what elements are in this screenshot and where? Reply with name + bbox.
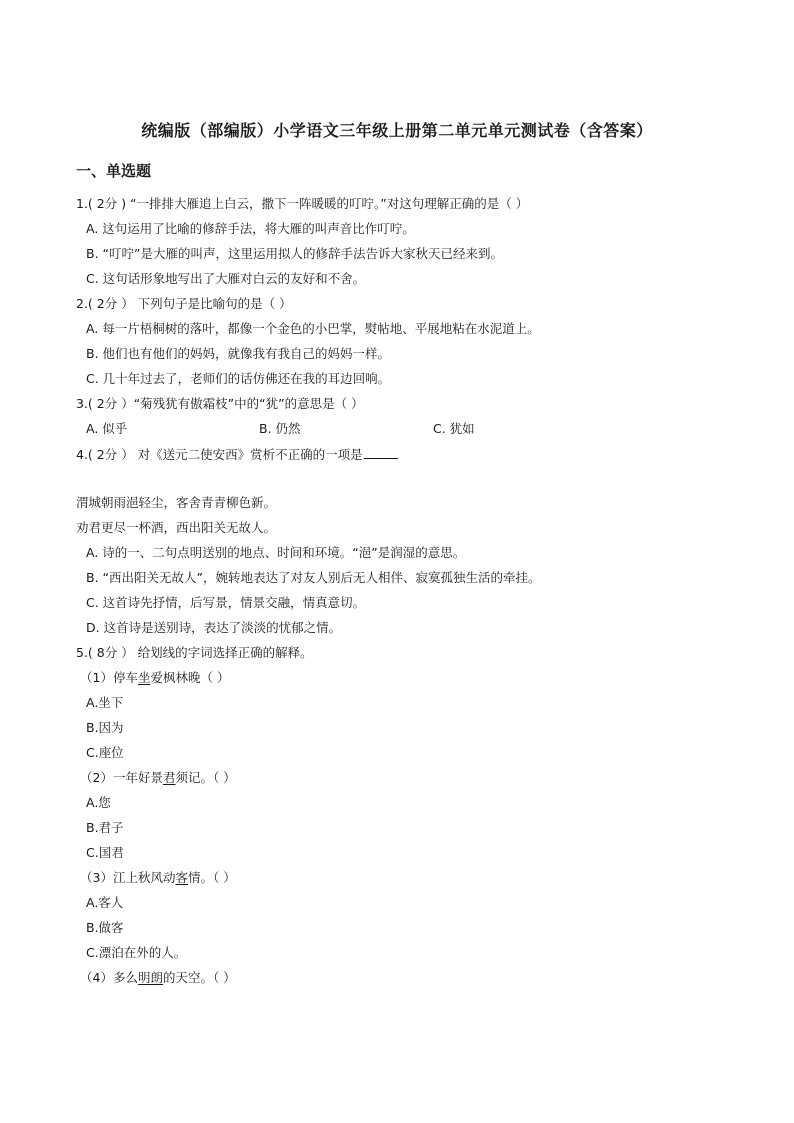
question-2-option-a[interactable]: A. 每一片梧桐树的落叶，都像一个金色的小巴掌，熨帖地、平展地粘在水泥道上。 [86, 321, 540, 336]
sub-question-3 [80, 870, 236, 886]
question-4-option-b[interactable]: B. “西出阳关无故人”，婉转地表达了对友人别后无人相伴、寂寞孤独生活的牵挂。 [86, 570, 541, 585]
poem-line-2: 劝君更尽一杯酒，西出阳关无故人。 [76, 520, 277, 535]
question-5-stem: 5.( 8分 ） 给划线的字词选择正确的解释。 [76, 645, 313, 660]
question-1-option-a[interactable]: A. 这句运用了比喻的修辞手法，将大雁的叫声音比作叮咛。 [86, 221, 415, 236]
question-2-stem: 2.( 2分 ） 下列句子是比喻句的是（ ） [76, 296, 292, 311]
underlined-word: 坐 [137, 670, 151, 685]
question-4-stem [76, 446, 398, 463]
sub-question-1-option-c[interactable]: C.座位 [86, 745, 124, 760]
sub-question-4 [80, 970, 236, 986]
question-3-option-b[interactable]: B. 仍然 [259, 421, 301, 436]
question-4-option-d[interactable]: D. 这首诗是送别诗，表达了淡淡的忧郁之情。 [86, 620, 342, 635]
sub-question-1-post: 爱枫林晚（ ） [150, 670, 230, 685]
question-4-option-c[interactable]: C. 这首诗先抒情，后写景，情景交融，情真意切。 [86, 595, 366, 610]
sub-question-2 [80, 770, 236, 786]
question-4-stem-text: 4.( 2分 ） 对《送元二使安西》赏析不正确的一项是 [76, 447, 363, 462]
question-2-option-c[interactable]: C. 几十年过去了，老师们的话仿佛还在我的耳边回响。 [86, 371, 391, 386]
sub-question-1-option-b[interactable]: B.因为 [86, 720, 124, 735]
question-3-option-a[interactable]: A. 似乎 [86, 421, 128, 436]
question-3-stem: 3.( 2分 ）“菊残犹有傲霜枝”中的“犹”的意思是（ ） [76, 396, 364, 411]
sub-question-4-post: 的天空。（ ） [162, 970, 236, 985]
answer-blank[interactable] [364, 446, 398, 459]
question-1-stem: 1.( 2分 ) “一排排大雁追上白云，撒下一阵暖暖的叮咛。”对这句理解正确的是（ ） [76, 196, 529, 211]
sub-question-2-pre: （2）一年好景 [80, 770, 163, 785]
underlined-word: 君 [162, 770, 176, 785]
question-2-option-b[interactable]: B. 他们也有他们的妈妈，就像我有我自己的妈妈一样。 [86, 346, 391, 361]
sub-question-2-post: 须记。（ ） [175, 770, 236, 785]
underlined-word: 明朗 [137, 970, 163, 985]
sub-question-3-option-b[interactable]: B.做客 [86, 920, 124, 935]
sub-question-3-option-c[interactable]: C.漂泊在外的人。 [86, 945, 187, 960]
sub-question-3-post: 情。（ ） [187, 870, 236, 885]
question-3-option-c[interactable]: C. 犹如 [433, 421, 475, 436]
sub-question-4-pre: （4）多么 [80, 970, 138, 985]
question-1-option-c[interactable]: C. 这句话形象地写出了大雁对白云的友好和不舍。 [86, 271, 366, 286]
question-1-option-b[interactable]: B. “叮咛”是大雁的叫声，这里运用拟人的修辞手法告诉大家秋天已经来到。 [86, 246, 503, 261]
sub-question-2-option-a[interactable]: A.您 [86, 795, 111, 810]
sub-question-2-option-b[interactable]: B.君子 [86, 820, 124, 835]
sub-question-1 [80, 670, 229, 686]
page-title: 统编版（部编版）小学语文三年级上册第二单元单元测试卷（含答案） [141, 121, 653, 140]
section-heading: 一、单选题 [76, 162, 152, 180]
underlined-word: 客 [175, 870, 188, 885]
sub-question-1-pre: （1）停车 [80, 670, 138, 685]
sub-question-2-option-c[interactable]: C.国君 [86, 845, 124, 860]
sub-question-3-pre: （3）江上秋风动 [80, 870, 176, 885]
sub-question-3-option-a[interactable]: A.客人 [86, 895, 124, 910]
poem-line-1: 渭城朝雨浥轻尘，客舍青青柳色新。 [76, 495, 277, 510]
sub-question-1-option-a[interactable]: A.坐下 [86, 695, 124, 710]
question-4-option-a[interactable]: A. 诗的一、二句点明送别的地点、时间和环境。“浥”是润湿的意思。 [86, 545, 466, 560]
